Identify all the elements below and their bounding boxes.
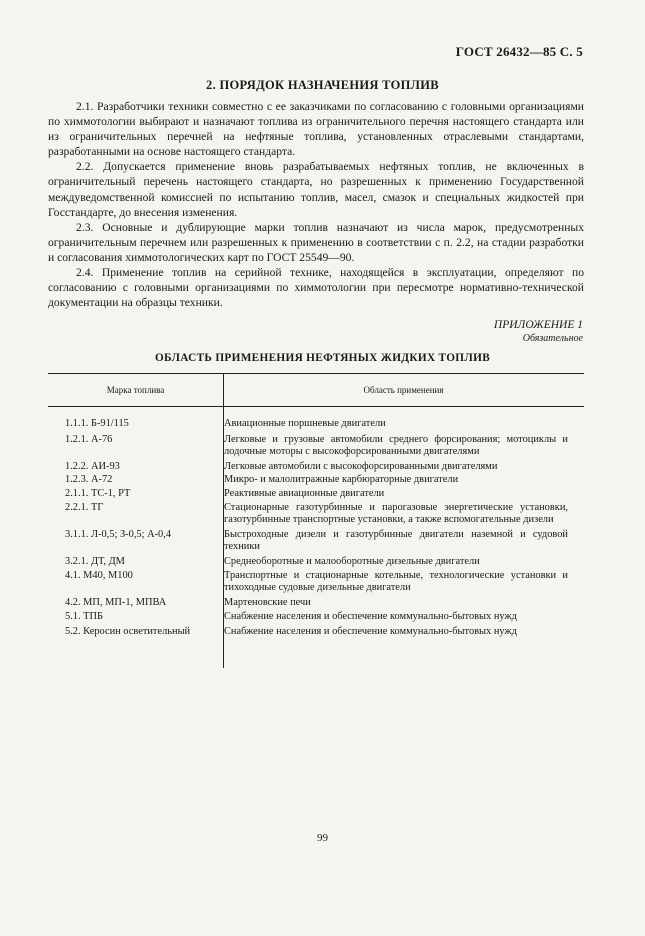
standard-reference: ГОСТ 26432—85 С. 5 [455,44,583,59]
application-area: Быстроходные дизели и газотурбинные двигатели наземной и судовой техники [224,528,568,553]
fuel-brand: 2.2.1. ТГ [65,501,104,513]
table-row [48,474,584,487]
table-row [48,488,584,501]
table-row [48,529,584,554]
appendix-title: ПРИЛОЖЕНИЕ 1 [493,319,583,331]
fuel-brand: 4.1. М40, М100 [65,569,133,581]
section-body [48,99,584,310]
application-area: Авиационные поршневые двигатели [224,418,386,429]
column-header-brand: Марка топлива [106,385,165,395]
table-title: ОБЛАСТЬ ПРИМЕНЕНИЯ НЕФТЯНЫХ ЖИДКИХ ТОПЛИВ [154,352,491,364]
column-header-area: Область применения [363,385,444,395]
fuel-brand: 1.1.1. Б-91/115 [65,418,129,429]
table-row [48,626,584,639]
fuel-brand: 1.2.3. А-72 [65,474,113,486]
appendix-status: Обязательное [522,333,583,344]
fuel-brand: 3.2.1. ДТ, ДМ [65,555,125,567]
table-row [48,461,584,474]
application-area: Реактивные авиационные двигатели [224,487,385,499]
paragraph-2-3: 2.3. Основные и дублирующие марки топлив назначают из числа марок, предусмотренных ограничительным перечнем или разрешенных к применению в соответствии с п. 2.2, на стадии разработки и согласования химмотологических карт по ГОСТ 25549—90. [48,220,584,264]
paragraph-2-2: 2.2. Допускается применение вновь разрабатываемых нефтяных топлив, не включенных в ограничительный перечень настоящего стандарта, но разрешенных к применению Государственной междуведомственной комиссией по испытанию топлив, масел, смазок и специальных жидкостей при Госстандарте, до внесения изменения. [48,160,584,219]
fuel-brand: 4.2. МП, МП-1, МПВА [65,596,167,608]
application-area: Стационарные газотурбинные и парогазовые энергетические установки, газотурбинные транспортные установки, а также вспомогательные дизели [224,501,568,526]
application-area: Легковые автомобили с высокофорсированными двигателями [224,460,498,472]
fuel-brand: 2.1.1. ТС-1, РТ [65,487,131,499]
table-row [48,570,584,595]
application-area: Среднеоборотные и малооборотные дизельные двигатели [224,555,480,567]
table-row [48,418,584,431]
application-area: Снабжение населения и обеспечение коммунально-бытовых нужд [224,611,517,623]
section-title: 2. ПОРЯДОК НАЗНАЧЕНИЯ ТОПЛИВ [206,78,439,92]
table-row [48,611,584,624]
appendix-label [494,318,583,346]
fuel-brand: 5.1. ТПБ [65,611,104,623]
fuel-brand: 1.2.2. АИ-93 [65,460,120,472]
application-area: Легковые и грузовые автомобили среднего форсирования; мотоциклы и лодочные моторы с высокофорсированными двигателями [224,433,568,458]
header-divider [48,406,584,407]
application-area: Микро- и малолитражные карбюраторные двигатели [224,474,459,486]
fuel-brand: 5.2. Керосин осветительный [65,625,191,637]
paragraph-2-1: 2.1. Разработчики техники совместно с ее заказчиками по согласованию с головными организациями по химмотологии выбирают и назначают топлива из ограничительного перечня настоящего стандарта или из ограничительных перечней на нефтяные топлива, установленных отраслевыми стандартами, разработанными на основе настоящего стандарта. [48,100,584,159]
table-row [48,434,584,459]
application-area: Транспортные и стационарные котельные, технологические установки и тихоходные судовые дизельные двигатели [224,569,568,594]
table-row [48,556,584,569]
table-row [48,597,584,610]
fuel-brand: 3.1.1. Л-0,5; З-0,5; А-0,4 [65,528,172,540]
fuel-table [48,373,584,668]
paragraph-2-4: 2.4. Применение топлив на серийной технике, находящейся в эксплуатации, определяют по согласованию с головными организациями по химмотологии при пересмотре нормативно-технической документации на образцы техники. [48,266,584,310]
table-row [48,502,584,527]
page-number: 99 [317,832,328,844]
table-body [48,418,584,639]
application-area: Мартеновские печи [224,596,311,608]
fuel-brand: 1.2.1. А-76 [65,433,113,445]
application-area: Снабжение населения и обеспечение коммунально-бытовых нужд [224,625,517,637]
